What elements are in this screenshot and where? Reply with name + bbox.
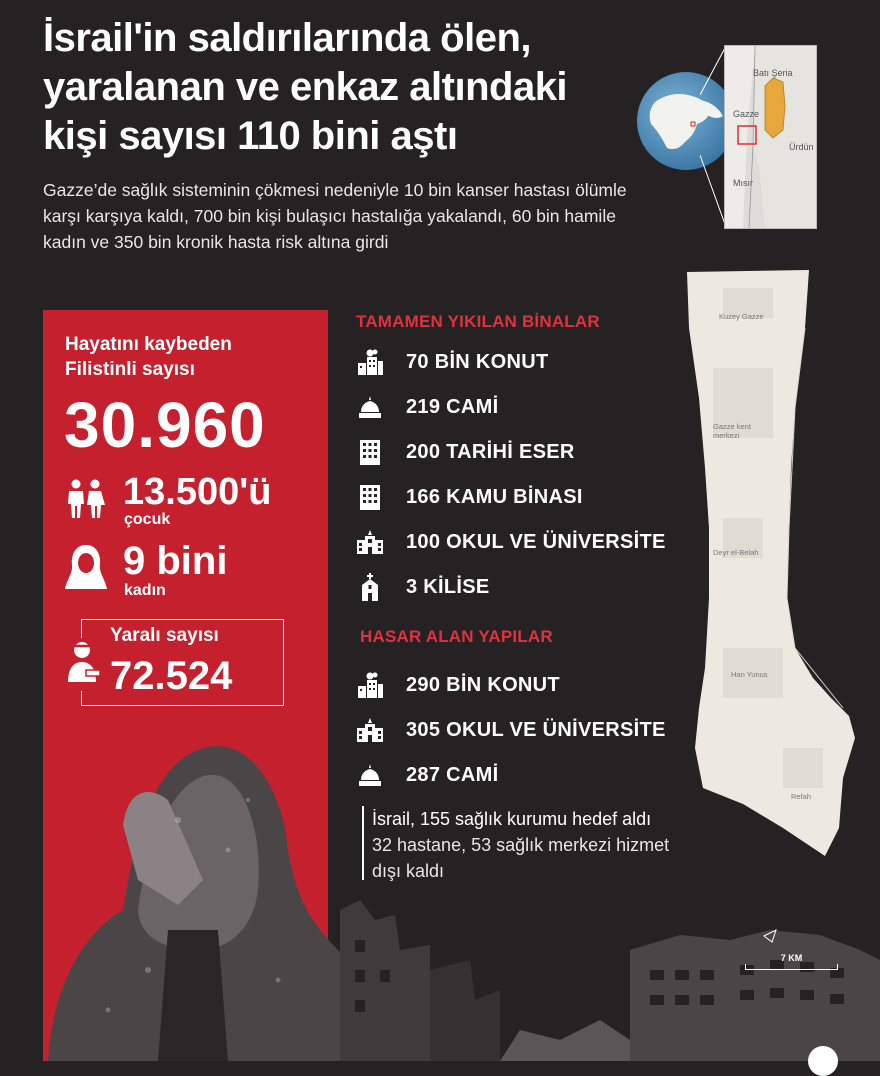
destroyed-item-text: 200 TARİHİ ESER [406, 440, 575, 463]
inset-label-jordan: Ürdün [789, 142, 814, 152]
map-scale-label: 7 KM [780, 953, 803, 963]
inset-label-egypt: Mısır [733, 178, 753, 188]
housing-icon [356, 348, 384, 376]
page-title: İsrail'in saldırılarında ölen, yaralanan ve enkaz altındaki kişi sayısı 110 bini aştı [43, 16, 568, 158]
page-subtitle: Gazze’de sağlık sisteminin çökmesi nedeniyle 10 bin kanser hastası ölümle karşı karşıya kaldı, 700 bin kişi bulaşıcı hastalığa yakalandı, 60 bin hamile kadın ve 350 bin kronik hasta risk altına girdi [43, 180, 627, 252]
injured-person-icon [62, 638, 106, 691]
women-label: kadın [124, 582, 166, 599]
inset-label-west-bank: Batı Şeria [753, 68, 793, 78]
damaged-item-text: 305 OKUL VE ÜNİVERSİTE [406, 718, 666, 741]
children-label: çocuk [124, 511, 171, 528]
injured-value: 72.524 [110, 654, 233, 698]
destroyed-item-text: 166 KAMU BİNASI [406, 485, 583, 508]
health-divider [362, 806, 364, 880]
destroyed-item-housing [356, 345, 549, 379]
map-label-deir-al-balah: Deyr el-Belah [713, 548, 759, 557]
woman-icon [63, 543, 109, 596]
injured-label: Yaralı sayısı [110, 625, 219, 646]
destroyed-item-school [356, 525, 666, 559]
mosque-icon [356, 761, 384, 789]
inset-map [724, 45, 817, 229]
health-line-1: İsrail, 155 sağlık kurumu hedef aldı [372, 809, 652, 829]
destroyed-item-text: 3 KİLİSE [406, 575, 490, 598]
school-icon [356, 528, 384, 556]
map-label-rafah: Refah [791, 792, 812, 801]
destroyed-item-church [356, 570, 490, 604]
damaged-item-mosque [356, 758, 498, 792]
mosque-icon [356, 393, 384, 421]
inset-label-gaza: Gazze [733, 109, 760, 119]
damaged-item-housing [356, 668, 560, 702]
church-icon [356, 573, 384, 601]
destroyed-item-historic [356, 435, 575, 469]
health-line-2: 32 hastane, 53 sağlık merkezi hizmet dışı kaldı [372, 835, 670, 881]
destroyed-item-text: 70 BİN KONUT [406, 350, 549, 373]
destroyed-item-text: 100 OKUL VE ÜNİVERSİTE [406, 530, 666, 553]
building-icon [356, 483, 384, 511]
school-icon [356, 716, 384, 744]
map-scale [745, 953, 838, 970]
destroyed-item-public [356, 480, 583, 514]
killed-label: Hayatını kaybeden Filistinli sayısı [65, 334, 232, 380]
women-value: 9 bini [123, 539, 228, 583]
housing-icon [356, 671, 384, 699]
map-label-khan-yunis: Han Yunus [731, 670, 768, 679]
gaza-strip-map [683, 268, 861, 858]
ruined-buildings-photo [300, 890, 880, 1061]
map-label-north-gaza: Kuzey Gazze [719, 312, 764, 321]
destroyed-item-text: 219 CAMİ [406, 395, 499, 418]
damaged-title: HASAR ALAN YAPILAR [360, 627, 553, 646]
damaged-item-text: 290 BİN KONUT [406, 673, 560, 696]
children-icon [65, 478, 107, 525]
damaged-item-school [356, 713, 666, 747]
map-label-gaza-city: Gazze kent merkezi [713, 422, 751, 440]
destroyed-item-mosque [356, 390, 498, 424]
agency-logo-icon [808, 1046, 838, 1076]
north-arrow-icon [762, 928, 780, 949]
destroyed-title: TAMAMEN YIKILAN BİNALAR [356, 312, 600, 331]
damaged-item-text: 287 CAMİ [406, 763, 499, 786]
children-value: 13.500'ü [123, 471, 272, 513]
building-icon [356, 438, 384, 466]
killed-value: 30.960 [64, 389, 266, 461]
